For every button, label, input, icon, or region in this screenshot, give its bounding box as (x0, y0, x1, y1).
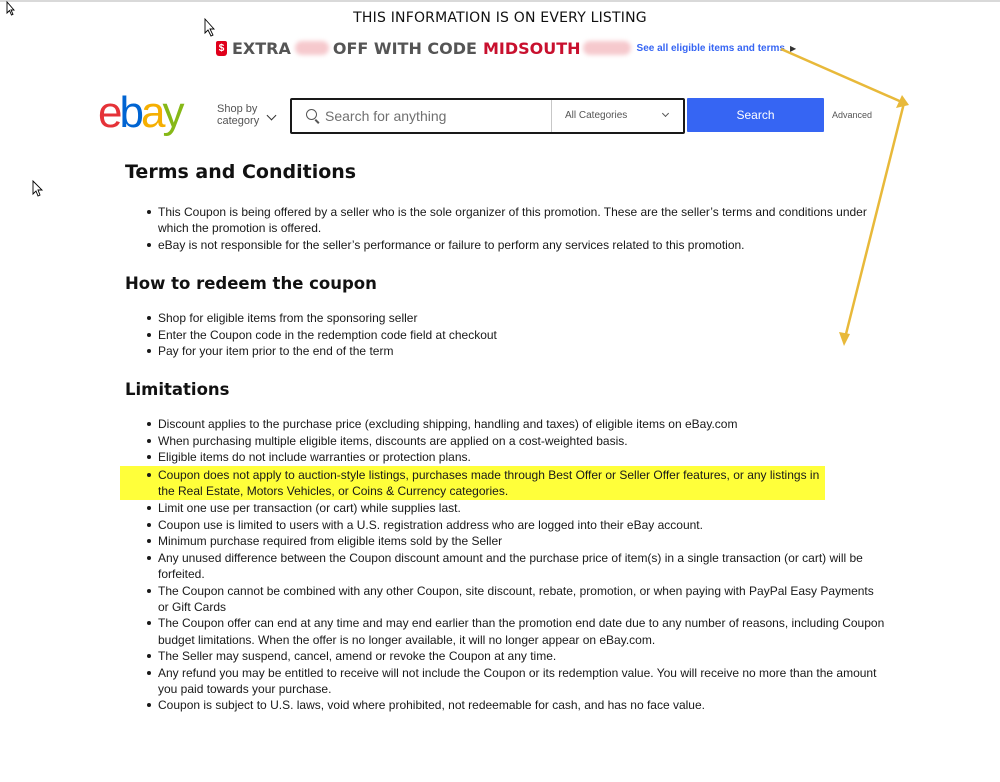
ebay-logo[interactable] (98, 88, 181, 138)
logo-letter-e: e (98, 88, 120, 137)
limitations-list (125, 416, 885, 713)
list-item: The Seller may suspend, cancel, amend or revoke the Coupon at any time. (158, 648, 885, 664)
promo-prefix: EXTRA (232, 38, 291, 58)
search-icon (306, 109, 317, 120)
play-arrow-icon[interactable]: ▶ (789, 43, 797, 53)
list-item: Discount applies to the purchase price (excluding shipping, handling and taxes) of eligible items on eBay.com (158, 416, 885, 432)
limitations-title: Limitations (125, 380, 230, 400)
promo-code: MIDSOUTH (482, 38, 581, 58)
redeem-list (125, 310, 885, 359)
list-item: Any refund you may be entitled to receive will not include the Coupon or its redemption value. You will receive no more than the amount you paid towards your purchase. (158, 665, 885, 698)
list-item: Shop for eligible items from the sponsoring seller (158, 310, 885, 326)
list-item: Eligible items do not include warranties or protection plans. (158, 449, 885, 465)
mouse-cursor-icon (33, 181, 42, 196)
promo-banner (216, 37, 796, 59)
terms-title: Terms and Conditions (125, 161, 357, 183)
search-button[interactable]: Search (687, 98, 824, 132)
eligible-items-link[interactable]: See all eligible items and terms (636, 42, 785, 54)
advanced-search-link[interactable]: Advanced (832, 110, 873, 120)
search-bar (290, 98, 685, 134)
list-item: Coupon use is limited to users with a U.S. registration address who are logged into their eBay account. (158, 517, 885, 533)
highlighted-list-item: Coupon does not apply to auction-style listings, purchases made through Best Offer or Seller Offer features, or any listings in the Real Estate, Motors Vehicles, or Coins & Currency categories. (120, 466, 825, 501)
search-divider (551, 100, 552, 132)
list-item: This Coupon is being offered by a seller who is the sole organizer of this promotion. These are the seller’s terms and conditions under which the promotion is offered. (158, 204, 885, 237)
list-item: Coupon is subject to U.S. laws, void where prohibited, not redeemable for cash, and has no face value. (158, 697, 885, 713)
category-chevron-icon[interactable] (662, 110, 669, 117)
list-item: The Coupon offer can end at any time and may end earlier than the promotion end date due to any number of reasons, including Coupon budget limitations. When the offer is no longer available, it will no longer appear on eBay.com. (158, 616, 885, 647)
terms-content (125, 158, 885, 714)
list-item: When purchasing multiple eligible items, discounts are applied on a cost-weighted basis. (158, 433, 885, 449)
logo-letter-b: b (119, 88, 141, 137)
list-item: eBay is not responsible for the seller’s performance or failure to perform any services related to this promotion. (158, 237, 885, 253)
category-select[interactable]: All Categories (565, 110, 628, 121)
terms-list (125, 204, 885, 253)
list-item: Pay for your item prior to the end of the term (158, 343, 885, 359)
promo-middle: OFF WITH CODE (332, 38, 477, 58)
shop-by-line1: Shop by (217, 103, 258, 115)
search-input[interactable] (325, 100, 545, 132)
list-item: The Coupon cannot be combined with any other Coupon, site discount, rebate, promotion, or when paying with PayPal Easy Payments or Gift Cards (158, 583, 885, 616)
chevron-down-icon[interactable] (267, 111, 277, 121)
shop-by-category-button[interactable] (217, 103, 259, 127)
list-item: Minimum purchase required from eligible items sold by the Seller (158, 533, 885, 549)
redeem-title: How to redeem the coupon (125, 274, 377, 294)
shop-by-line2: category (217, 115, 260, 127)
window-top-border (0, 0, 1000, 2)
logo-letter-y: y (162, 88, 182, 137)
list-item: Enter the Coupon code in the redemption code field at checkout (158, 327, 885, 343)
list-item: Any unused difference between the Coupon discount amount and the purchase price of item(s) in a single transaction (or cart) will be forfeited. (158, 550, 885, 583)
redacted-percent (295, 41, 329, 55)
list-item: Limit one use per transaction (or cart) while supplies last. (158, 500, 885, 516)
annotation-caption: THIS INFORMATION IS ON EVERY LISTING (353, 10, 647, 26)
dollar-tag-icon: $ (216, 41, 227, 56)
logo-letter-a: a (140, 88, 163, 137)
redacted-code-suffix (583, 41, 631, 55)
